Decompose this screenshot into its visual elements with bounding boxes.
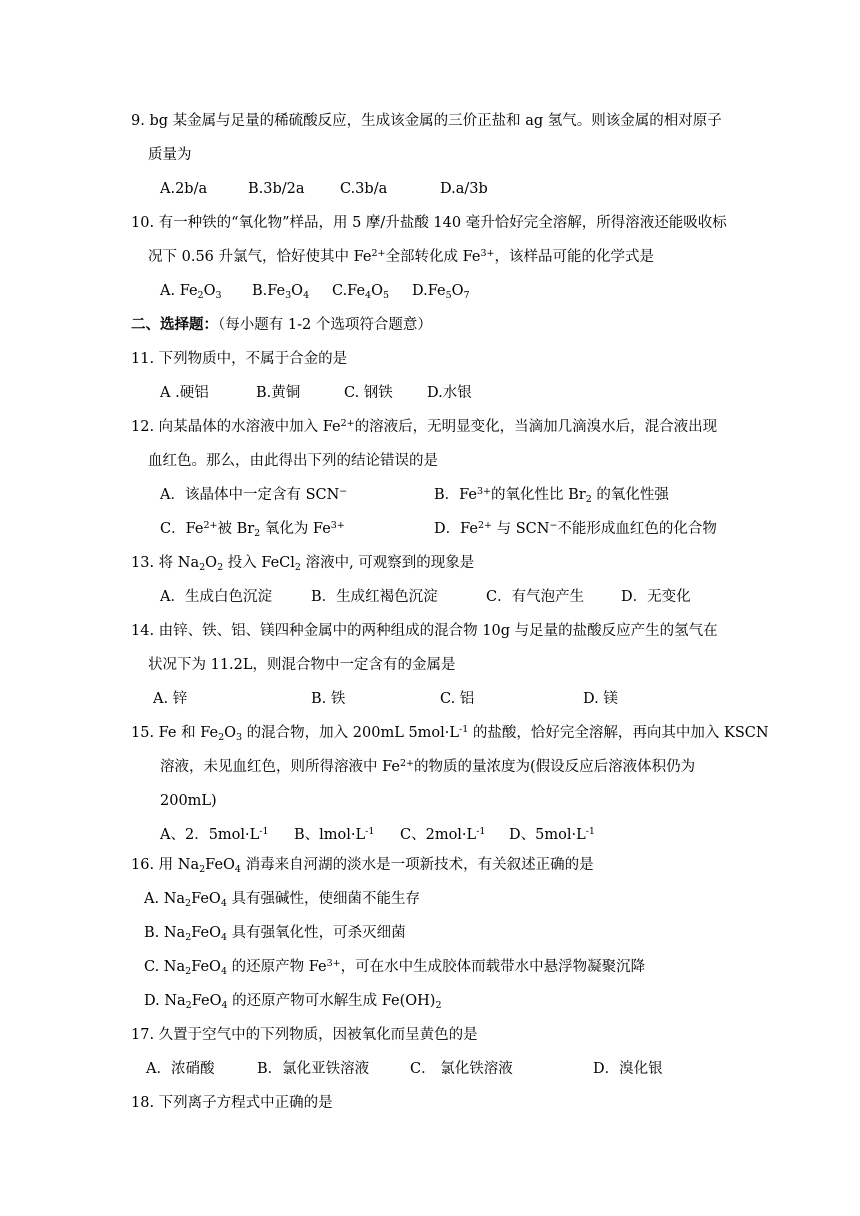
q11-option-c: C. 钢铁 [344, 385, 393, 401]
q16-option-c: C. $Na_2FeO_4$ 的还原产物 $Fe^{3+}$，可在水中生成胶体而载带水中悬浮物凝聚沉降 [144, 958, 646, 977]
q16-stem: 16. 用 $Na_2FeO_4$ 消毒来自河湖的淡水是一项新技术，有关叙述正确的是 [131, 857, 594, 875]
q9-option-a: A.2b/a [160, 181, 208, 197]
q12-option-c: C．$Fe^{2+}$被 $Br_2$ 氧化为 $Fe^{3+}$ [160, 520, 345, 539]
q10-line1: 10. 有一种铁的“氧化物”样品，用 5 摩/升盐酸 140 毫升恰好完全溶解，所得溶液还能吸收标 [131, 215, 727, 231]
q15-option-b: B、$lmol\cdot L^{-1}$ [294, 826, 375, 843]
q11-option-b: B.黄铜 [256, 385, 301, 401]
q14-option-c: C. 铝 [440, 691, 475, 707]
q9-line1: 9. bg 某金属与足量的稀硫酸反应，生成该金属的三价正盐和 ag 氢气。则该金属的相对原子 [131, 113, 722, 129]
q14-line2: 状况下为 11.2L，则混合物中一定含有的金属是 [148, 657, 456, 673]
q11-option-d: D.水银 [427, 385, 472, 401]
q15-option-c: C、$2mol\cdot L^{-1}$ [400, 826, 486, 843]
q17-option-c: C． 氯化铁溶液 [410, 1061, 513, 1077]
q12-option-b: B．$Fe^{3+}$的氧化性比 $Br_2$ 的氧化性强 [434, 486, 669, 505]
q12-option-a: A．该晶体中一定含有 SCN− [160, 486, 348, 503]
q11-option-a: A .硬铝 [160, 385, 209, 401]
q10-option-d: $D.Fe_5O_7$ [412, 283, 470, 301]
q13-option-b: B．生成红褐色沉淀 [311, 589, 438, 605]
section2-title: 二、选择题： [131, 316, 218, 333]
q15-option-d: D、$5mol\cdot L^{-1}$ [509, 826, 595, 843]
q15-line3: 200mL) [160, 793, 217, 809]
section2-heading [131, 315, 432, 335]
q13-option-a: A．生成白色沉淀 [160, 589, 272, 605]
q15-option-a: A、2．$5mol\cdot L^{-1}$ [160, 826, 269, 843]
q18-stem: 18. 下列离子方程式中正确的是 [131, 1095, 333, 1111]
q11-stem: 11. 下列物质中，不属于合金的是 [131, 351, 348, 367]
q17-option-a: A．浓硝酸 [146, 1061, 215, 1077]
q17-option-b: B．氯化亚铁溶液 [257, 1061, 370, 1077]
q13-option-c: C．有气泡产生 [486, 589, 585, 605]
q17-stem: 17. 久置于空气中的下列物质，因被氧化而呈黄色的是 [131, 1027, 478, 1043]
q10-line2: 况下 0.56 升氯气，恰好使其中 $Fe^{2+}$全部转化成 $Fe^{3+}$，该样品可能的化学式是 [148, 248, 654, 265]
q14-option-b: B. 铁 [311, 691, 346, 707]
q15-line1: 15. Fe 和 $Fe_2O_3$ 的混合物，加入 200mL $5mol\cdot L^{-1}$ 的盐酸，恰好完全溶解，再向其中加入 KSCN [131, 724, 769, 743]
q16-option-d: D. $Na_2FeO_4$ 的还原产物可水解生成 $Fe(OH)_2$ [144, 993, 442, 1011]
q10-option-b: $B.Fe_3O_4$ [252, 283, 310, 301]
q9-option-b: B.3b/2a [248, 181, 305, 197]
q15-line2: 溶液，未见血红色，则所得溶液中 $Fe^{2+}$的物质的量浓度为(假设反应后溶液体积仍为 [160, 758, 696, 775]
q16-option-b: B. $Na_2FeO_4$ 具有强氧化性，可杀灭细菌 [144, 925, 406, 943]
section2-note: （每小题有 1-2 个选项符合题意） [218, 317, 432, 333]
q16-option-a: A. $Na_2FeO_4$ 具有强碱性，使细菌不能生存 [144, 891, 420, 909]
q14-line1: 14. 由锌、铁、铝、镁四种金属中的两种组成的混合物 10g 与足量的盐酸反应产生的氢气在 [131, 623, 718, 639]
q9-option-d: D.a/3b [440, 181, 488, 197]
q10-option-c: $C.Fe_4O_5$ [332, 283, 390, 301]
q12-line2: 血红色。那么，由此得出下列的结论错误的是 [148, 453, 438, 469]
q17-option-d: D．溴化银 [593, 1061, 663, 1077]
q9-option-c: C.3b/a [340, 181, 388, 197]
q9-line2: 质量为 [148, 147, 192, 163]
q13-stem: 13. 将 $Na_2O_2$ 投入 FeCl$_2$ 溶液中, 可观察到的现象是 [131, 555, 475, 573]
q14-option-d: D. 镁 [583, 691, 618, 707]
q14-option-a: A. 锌 [153, 691, 188, 707]
q13-option-d: D．无变化 [621, 589, 691, 605]
q12-line1: 12. 向某晶体的水溶液中加入 $Fe^{2+}$的溶液后，无明显变化，当滴加几滴溴水后，混合液出现 [131, 418, 718, 435]
q12-option-d: D．$Fe^{2+}$ 与 SCN−不能形成血红色的化合物 [434, 520, 717, 537]
q10-option-a: A. $Fe_2O_3$ [160, 283, 222, 301]
